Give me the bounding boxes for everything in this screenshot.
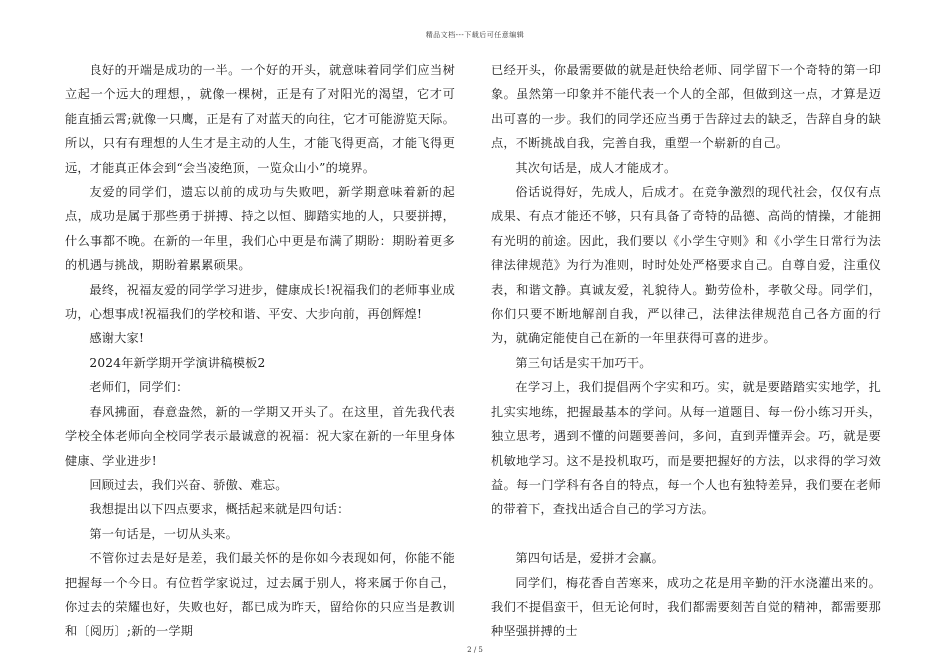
paragraph: 老师们，同学们： — [89, 380, 189, 395]
paragraph: 在学习上，我们提倡两个字实和巧。实，就是要踏踏实实地学，扎扎实实地练，把握最基本的学问。从每一道题目、每一份小练习开头，独立思考，遇到不懂的问题要善问，多问，直到弄懂弄会。巧，就是要机敏地学习。这不是投机取巧，而是要把握好的方法，以求得的学习效益。每一门学科有各自的特点，每一个人也有独特差异，我们要在老师的带着下，查找出适合自己的学习方法。 — [491, 380, 881, 517]
paragraph: 不管你过去是好是差，我们最关怀的是你如今表现如何，你能不能把握每一个今日。有位哲学家说过，过去属于别人，将来属于你自己，你过去的荣耀也好，失败也好，都已成为昨天，留给你的只应当是教训和〔阅历〕;新的一学期 — [65, 551, 455, 639]
paragraph: 春风拂面，春意盎然，新的一学期又开头了。在这里，首先我代表学校全体老师向全校同学表示最诚意的祝福：祝大家在新的一年里身体健康、学业进步! — [65, 404, 455, 468]
paragraph: 第四句话是，爱拼才会赢。 — [515, 551, 665, 566]
right-column — [491, 58, 881, 644]
section-title: 2024年新学期开学演讲稿模板2 — [89, 355, 266, 370]
paragraph: 第三句话是实干加巧干。 — [515, 355, 652, 370]
paragraph: 最终，祝福友爱的同学学习进步，健康成长!祝福我们的老师事业成功，心想事成!祝福我们的学校和谐、平安、大步向前，再创辉煌! — [65, 282, 455, 322]
paragraph: 已经开头，你最需要做的就是赶快给老师、同学留下一个奇特的第一印象。虽然第一印象并不能代表一个人的全部，但做到这一点，才算是迈出可喜的一步。我们的同学还应当勇于告辞过去的缺乏，告辞自身的缺点，不断挑战自我，完善自我，重塑一个崭新的自己。 — [491, 63, 881, 151]
left-column — [65, 58, 455, 644]
paragraph: 俗话说得好，先成人，后成才。在竞争激烈的现代社会，仅仅有点成果、有点才能还不够，只有具备了奇特的品德、高尚的情操，才能拥有光明的前途。因此，我们要以《小学生守则》和《小学生日常行为法律法律规范》为行为准则，时时处处严格要求自己。自尊自爱，注重仪表，和谐文静。真诚友爱，礼貌待人。勤劳俭朴，孝敬父母。同学们，你们只要不断地解剖自我，严以律己，法律法律规范自己各方面的行为，就确定能使自己在新的一年里获得可喜的进步。 — [491, 185, 881, 346]
paragraph: 第一句话是，一切从头来。 — [89, 526, 239, 541]
paragraph: 回顾过去，我们兴奋、骄傲、难忘。 — [89, 477, 288, 492]
page-header: 精品文档---下载后可任意编辑 — [425, 31, 525, 39]
paragraph: 友爱的同学们，遗忘以前的成功与失败吧，新学期意味着新的起点，成功是属于那些勇于拼搏、持之以恒、脚踏实地的人，只要拼搏，什么事都不晚。在新的一年里，我们心中更是布满了期盼：期盼着更多的机遇与挑战，期盼着累累硕果。 — [65, 185, 455, 273]
page-number: 2 / 5 — [467, 646, 483, 654]
paragraph: 感谢大家! — [89, 331, 145, 346]
paragraph: 我想提出以下四点要求，概括起来就是四句话： — [89, 502, 350, 517]
paragraph: 良好的开端是成功的一半。一个好的开头，就意味着同学们应当树立起一个远大的理想，，就像一棵树，正是有了对阳光的渴望，它才可能直插云霄;就像一只鹰，正是有了对蓝天的向往，它才可能游览天际。所以，只有有理想的人生才是主动的人生，才能飞得更高，才能飞得更远，才能真正体会到“会当凌绝顶，一览众山小”的境界。 — [65, 63, 455, 175]
paragraph: 其次句话是，成人才能成才。 — [515, 160, 677, 175]
paragraph: 同学们，梅花香自苦寒来，成功之花是用辛勤的汗水浇灌出来的。我们不提倡蛮干，但无论何时，我们都需要刻苦自觉的精神，都需要那种坚强拼搏的士 — [491, 575, 881, 639]
